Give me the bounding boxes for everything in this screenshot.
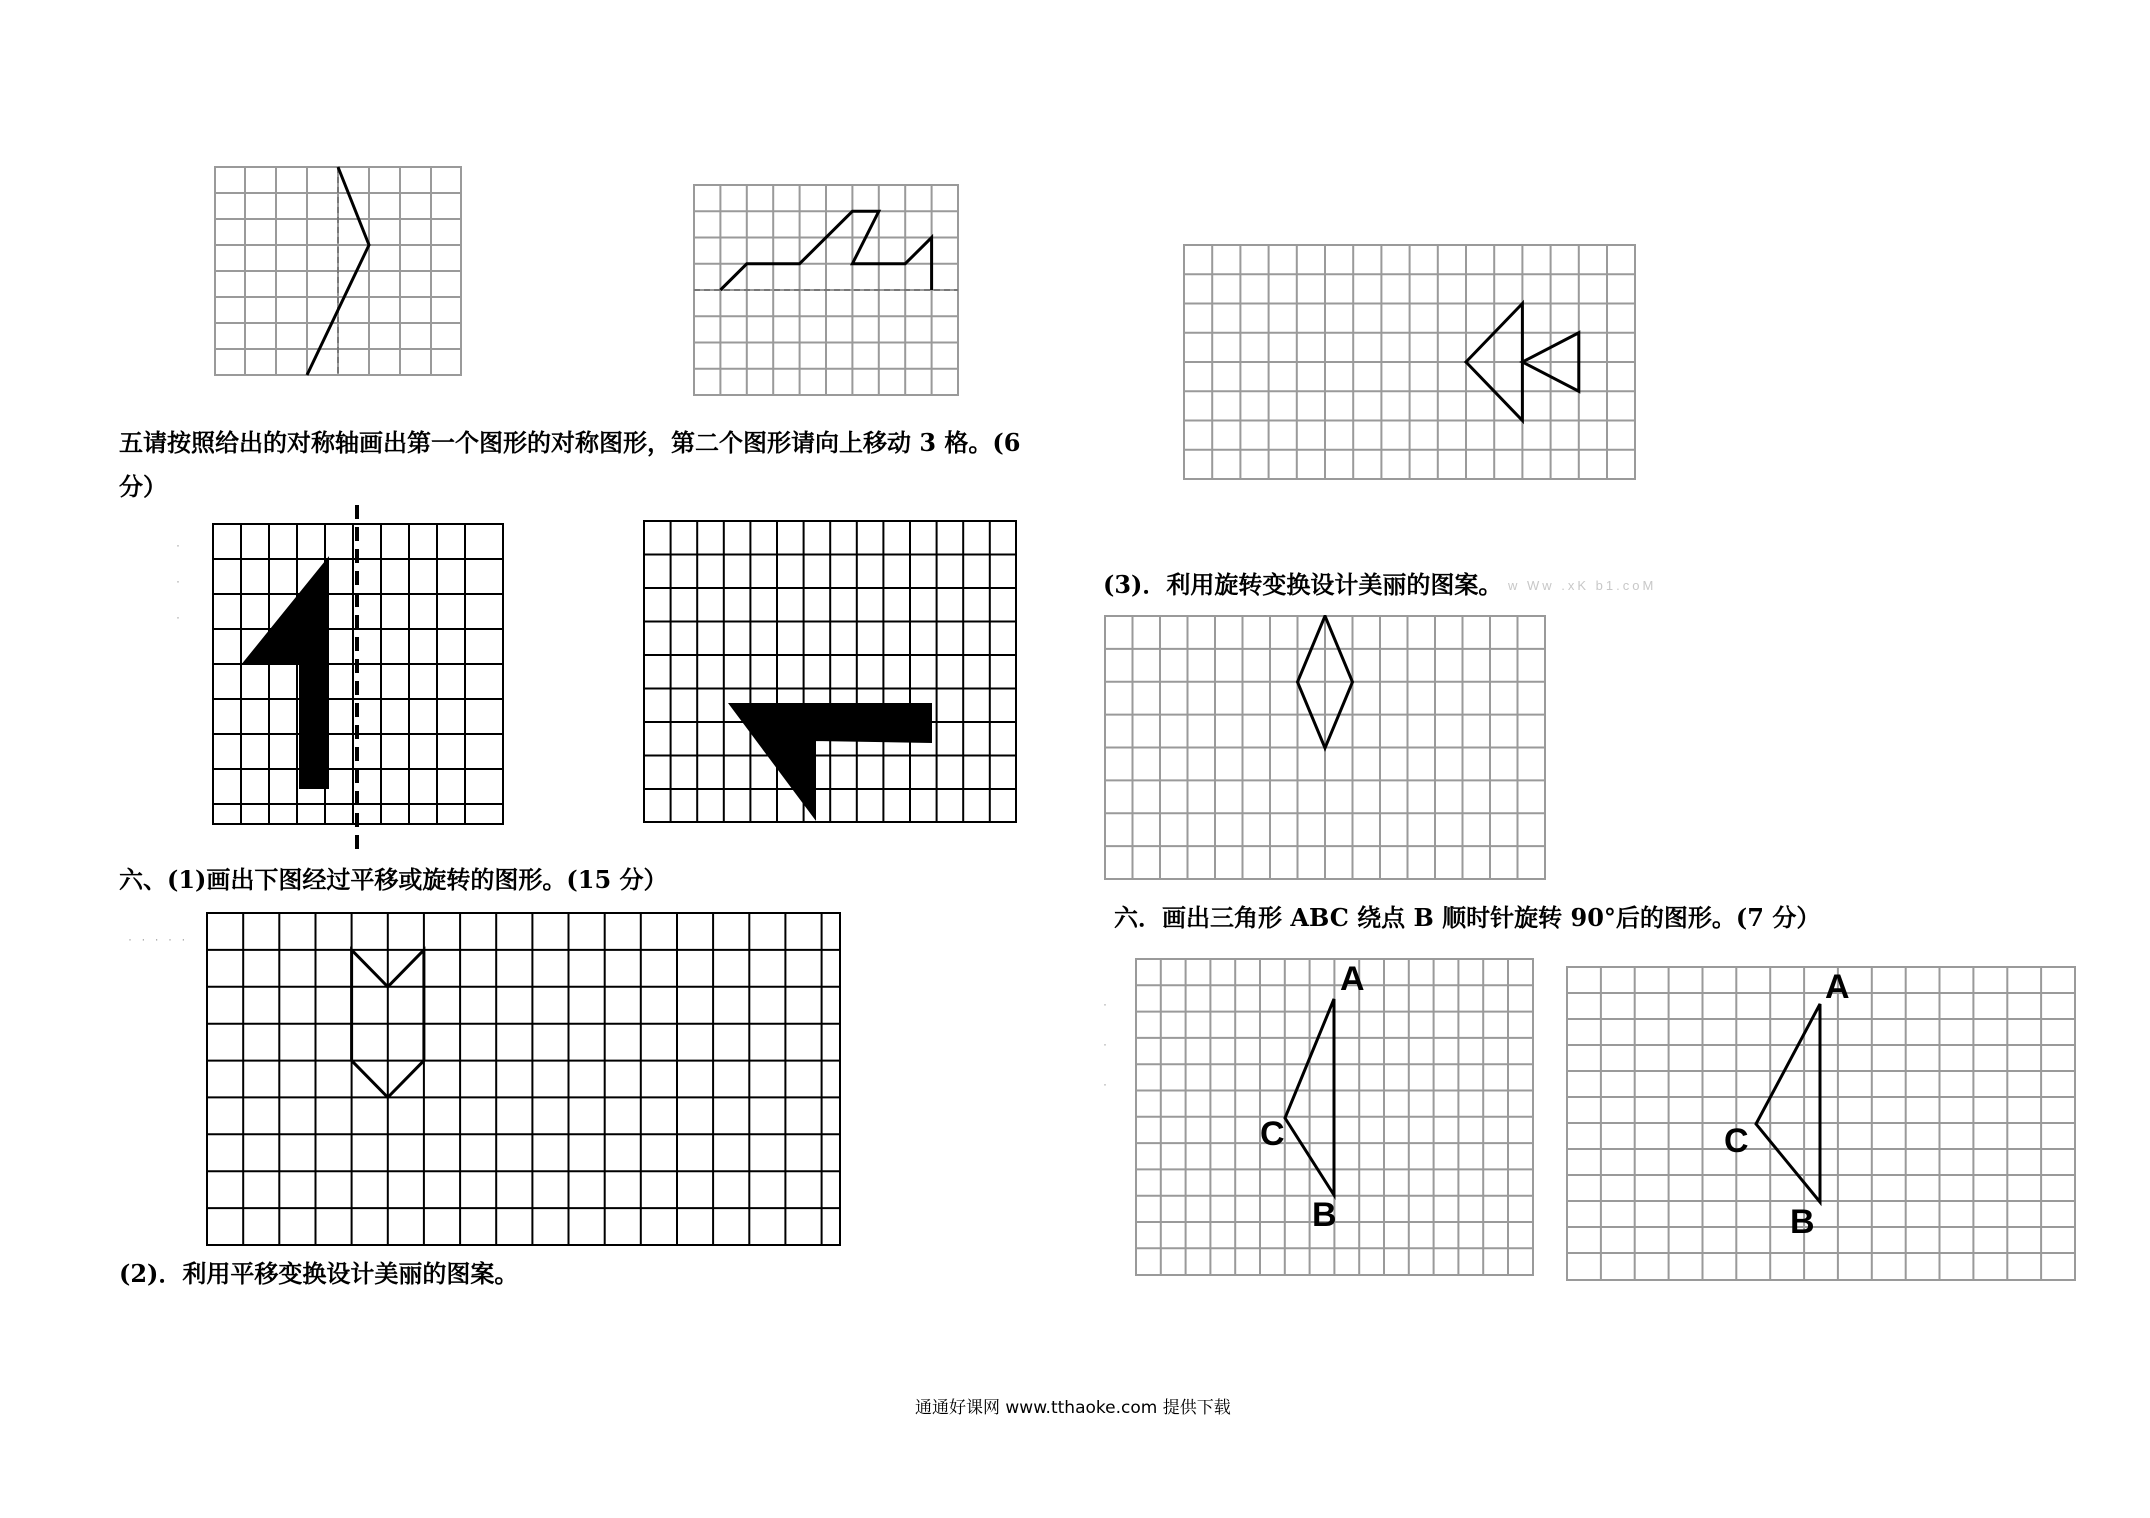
grid-symmetry-zigzag: [214, 166, 464, 378]
question-5-text: 五请按照给出的对称轴画出第一个图形的对称图形，第二个图形请向上移动 3 格。(6: [119, 428, 1021, 457]
margin-dots-3: · · ·: [1103, 997, 1110, 1091]
grid-triangle-abc-2: [1566, 966, 2078, 1283]
grid-flag-symmetry: [212, 505, 506, 853]
question-5-text-cont: 分）: [119, 472, 167, 501]
point-c-label-2: C: [1724, 1122, 1749, 1160]
triangle-abc-2: [1756, 1004, 1820, 1202]
question-6-1-text: 六、(1)画出下图经过平移或旋转的图形。(15 分）: [119, 865, 668, 894]
footer-source: 通通好课网 www.tthaoke.com 提供下载: [915, 1398, 1231, 1418]
point-b-label-2: B: [1790, 1203, 1815, 1241]
question-6-2-text: (2)．利用平移变换设计美丽的图案。: [119, 1259, 519, 1288]
grid-l-shape: [643, 520, 1019, 825]
question-6-3-text: (3)．利用旋转变换设计美丽的图案。: [1103, 570, 1503, 599]
margin-dots-2: · · · · ·: [128, 932, 189, 946]
point-c-label-1: C: [1260, 1115, 1285, 1153]
point-b-label-1: B: [1312, 1196, 1337, 1234]
point-a-label-1: A: [1340, 960, 1365, 998]
watermark-text: w Ww .xK b1.coM: [1508, 578, 1657, 593]
grid-translate-figure: [693, 184, 961, 398]
grid-diamond: [1104, 615, 1548, 882]
grid-chevron-arrow: [206, 912, 843, 1248]
margin-dots: · · ·: [176, 538, 183, 624]
question-6-rotation-text: 六．画出三角形 ABC 绕点 B 顺时针旋转 90°后的图形。(7 分）: [1114, 903, 1821, 932]
point-a-label-2: A: [1825, 968, 1850, 1006]
grid-arrow-triangles: [1183, 244, 1638, 482]
